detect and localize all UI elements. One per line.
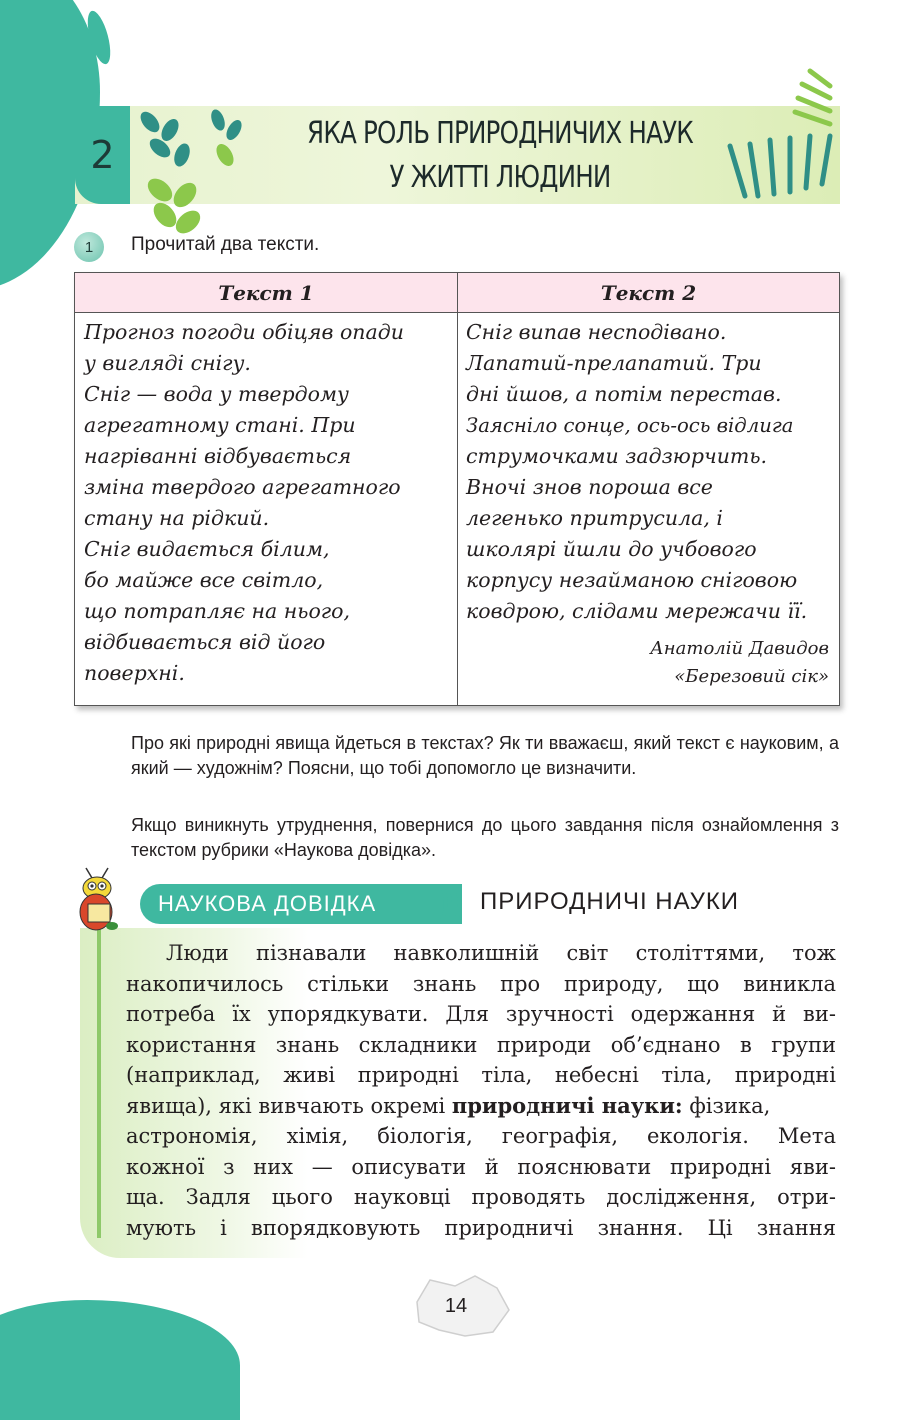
- note-line: кожної з них — описувати й пояснювати природні яви-: [126, 1154, 836, 1179]
- text-1-line: Прогноз погоди обіцяв опади: [84, 320, 404, 344]
- table-divider: [457, 273, 458, 705]
- note-line: ща. Задля цього науковці проводять дослідження, отри-: [126, 1185, 836, 1209]
- text-2-line: школярі йшли до учбового: [466, 537, 757, 561]
- text-2-line: дні йшов, а потім перестав.: [466, 382, 782, 406]
- note-line: мують і впорядковують природничі знання. Ці знання: [126, 1215, 836, 1240]
- text-1-line: стану на рідкий.: [84, 506, 270, 530]
- bug-mascot-icon: [72, 866, 124, 936]
- science-note-heading: ПРИРОДНИЧІ НАУКИ: [480, 888, 740, 915]
- text-2-attribution: [650, 635, 829, 691]
- note-line: Люди пізнавали навколишній світ століттями, тож: [166, 941, 836, 965]
- note-line: користання знань складники природи об’єднано в групи: [126, 1032, 836, 1057]
- texts-table: [74, 272, 840, 706]
- text-2-body: [466, 317, 807, 627]
- text-2-source: «Березовий сік»: [674, 666, 829, 687]
- science-note-label: НАУКОВА ДОВІДКА: [140, 884, 462, 924]
- table-header-text-1: Текст 1: [75, 273, 457, 313]
- label-stripes-decoration: [420, 884, 470, 924]
- text-2-line: ковдрою, слідами мережачи її.: [466, 599, 808, 623]
- science-note-accent-bar: [97, 928, 101, 1238]
- text-2-author: Анатолій Давидов: [650, 638, 829, 659]
- text-1-line: відбивається від його: [84, 630, 326, 654]
- text-1-line: нагріванні відбувається: [84, 444, 352, 468]
- note-line-tail: фізика,: [682, 1093, 771, 1118]
- text-2-line: Заясніло сонце, ось-ось відлига: [466, 414, 794, 437]
- text-2-line: струмочками задзюрчить.: [466, 444, 768, 468]
- text-1-line: Сніг видається білим,: [84, 537, 330, 561]
- text-2-line: Лапатий-прелапатий. Три: [466, 351, 762, 375]
- text-2-line: легенько притрусила, і: [466, 506, 723, 530]
- text-1-line: Сніг — вода у твердому: [84, 382, 349, 406]
- text-1-line: поверхні.: [84, 661, 185, 685]
- lesson-title: [287, 112, 713, 200]
- note-line: (наприклад, живі природні тіла, небесні тіла, природні: [126, 1063, 836, 1087]
- science-note-text: [126, 938, 836, 1243]
- table-header-text-2: Текст 2: [458, 273, 839, 313]
- corner-decoration-bottom: [0, 1300, 240, 1420]
- note-line: астрономія, хімія, біологія, географія, екологія. Мета: [126, 1124, 836, 1148]
- note-line: накопичилось стільки знань про природу, що виникла: [126, 971, 836, 996]
- lesson-title-line-1: ЯКА РОЛЬ ПРИРОДНИЧИХ НАУК: [307, 116, 693, 151]
- lesson-number: 2: [75, 106, 130, 204]
- note-line-start: явища), які вивчають окремі: [126, 1093, 452, 1118]
- note-line: потреба їх упорядкувати. Для зручності одержання й ви-: [126, 1002, 836, 1026]
- text-2-line: корпусу незайманою сніговою: [466, 568, 798, 592]
- text-1-line: що потрапляє на нього,: [84, 599, 350, 623]
- text-2-line: Вночі знов пороша все: [466, 475, 713, 499]
- note-line: [126, 1091, 836, 1122]
- text-1-body: [84, 317, 404, 689]
- page-number: 14: [444, 1294, 468, 1317]
- questions-paragraph: Про які природні явища йдеться в текстах? Як ти вважаєш, який текст є науковим, а який — художнім? Поясни, що тобі допомогло це визначити.: [131, 733, 839, 778]
- natural-sciences-term: природничі науки:: [451, 1092, 683, 1118]
- task-number-badge: 1: [74, 232, 104, 262]
- text-1-line: зміна твердого агрегатного: [84, 475, 401, 499]
- text-1-line: у вигляді снігу.: [84, 351, 251, 375]
- hint-paragraph: Якщо виникнуть утруднення, повернися до цього завдання після ознайомлення з текстом рубрики «Наукова довідка».: [131, 815, 839, 860]
- lesson-title-line-2: У ЖИТТІ ЛЮДИНИ: [389, 160, 611, 195]
- text-2-line: Сніг випав несподівано.: [466, 320, 727, 344]
- task-instruction: Прочитай два тексти.: [131, 234, 320, 255]
- text-1-line: бо майже все світло,: [84, 568, 324, 592]
- text-1-line: агрегатному стані. При: [84, 413, 356, 437]
